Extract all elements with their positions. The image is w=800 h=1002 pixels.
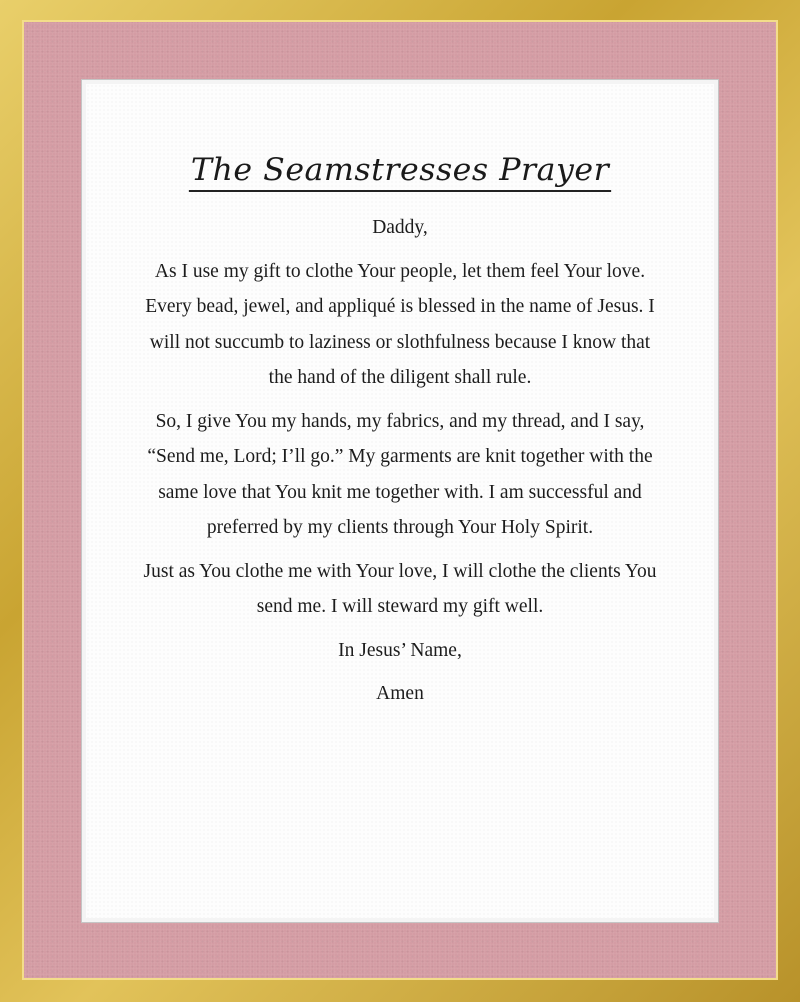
signoff: Amen: [376, 683, 424, 704]
paragraph-1: As I use my gift to clothe Your people, let them feel Your love. Every bead, jewel, and appliqué is blessed in the name of Jesus. I will not succumb to laziness or slothfulness because I know that the hand of the diligent shall rule.: [145, 260, 655, 388]
prayer-paper: [86, 84, 714, 918]
paragraph-3: Just as You clothe me with Your love, I will clothe the clients You send me. I will steward my gift well.: [143, 560, 657, 617]
mat-bevel: [82, 80, 718, 922]
paragraph-2: So, I give You my hands, my fabrics, and my thread, and I say, “Send me, Lord; I’ll go.” My garments are knit together with the same love that You knit me together with. I am successful and preferred by my clients through Your Holy Spirit.: [147, 410, 653, 538]
closing-line: In Jesus’ Name,: [338, 639, 462, 661]
salutation: Daddy,: [372, 217, 428, 238]
pink-mat: [24, 22, 776, 978]
frame-inner-edge: [22, 20, 778, 980]
page-title: The Seamstresses Prayer: [189, 152, 611, 192]
